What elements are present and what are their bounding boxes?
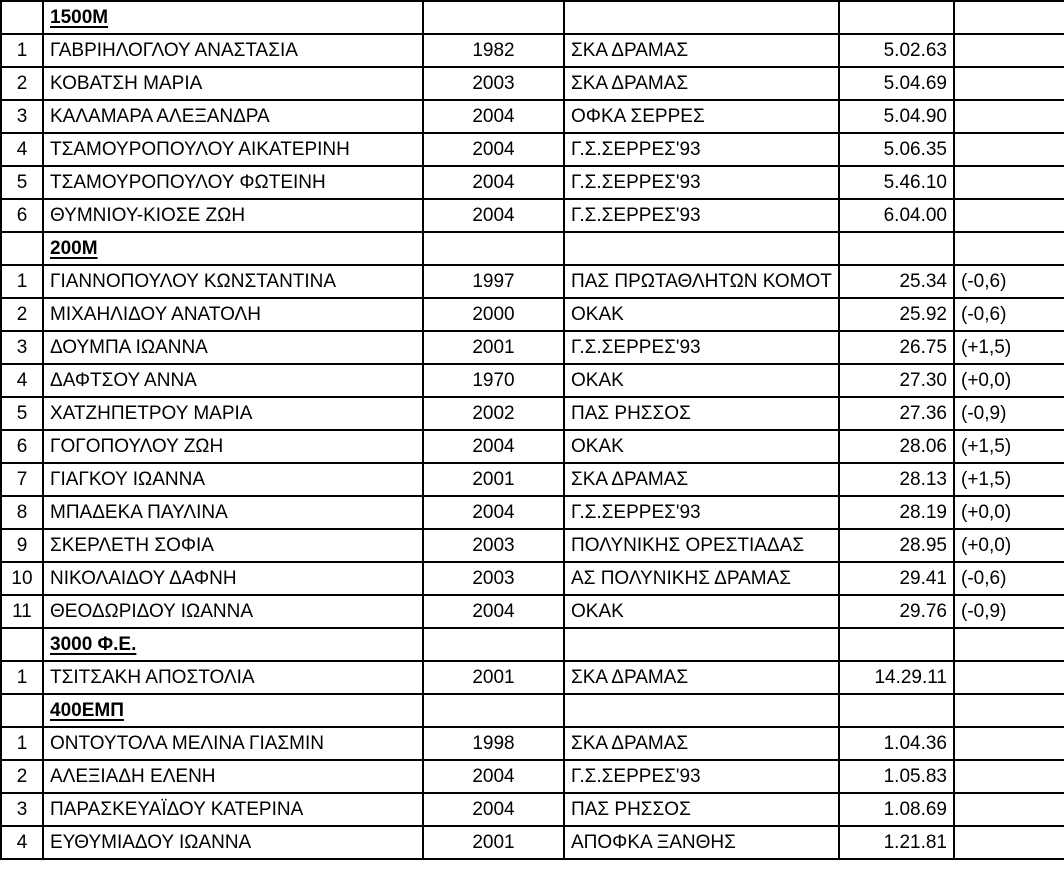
rank-cell: 3 xyxy=(1,100,43,133)
athlete-name-cell: ΓΑΒΡΙΗΛΟΓΛΟΥ ΑΝΑΣΤΑΣΙΑ xyxy=(43,34,423,67)
wind-cell: (-0,9) xyxy=(954,397,1064,430)
wind-cell xyxy=(954,133,1064,166)
athlete-name-cell: ΔΟΥΜΠΑ ΙΩΑΝΝΑ xyxy=(43,331,423,364)
empty-rank-cell xyxy=(1,232,43,265)
athlete-name-cell: ΑΛΕΞΙΑΔΗ ΕΛΕΝΗ xyxy=(43,760,423,793)
rank-cell: 3 xyxy=(1,331,43,364)
wind-cell xyxy=(954,166,1064,199)
wind-cell xyxy=(954,34,1064,67)
rank-cell: 2 xyxy=(1,67,43,100)
results-table-body xyxy=(1,1,1064,859)
result-row xyxy=(1,661,1064,694)
empty-rank-cell xyxy=(1,1,43,34)
result-row xyxy=(1,430,1064,463)
athlete-name-cell: ΣΚΕΡΛΕΤΗ ΣΟΦΙΑ xyxy=(43,529,423,562)
athlete-name-cell: ΜΙΧΑΗΛΙΔΟΥ ΑΝΑΤΟΛΗ xyxy=(43,298,423,331)
club-cell: ΠΑΣ ΡΗΣΣΟΣ xyxy=(564,793,839,826)
result-row xyxy=(1,529,1064,562)
wind-cell: (+1,5) xyxy=(954,430,1064,463)
birth-year-cell: 2003 xyxy=(423,529,564,562)
rank-cell: 1 xyxy=(1,727,43,760)
rank-cell: 2 xyxy=(1,298,43,331)
rank-cell: 3 xyxy=(1,793,43,826)
rank-cell: 5 xyxy=(1,397,43,430)
result-row xyxy=(1,166,1064,199)
club-cell: ΑΠΟΦΚΑ ΞΑΝΘΗΣ xyxy=(564,826,839,859)
event-title: 1500M xyxy=(50,7,109,28)
empty-club-cell xyxy=(564,694,839,727)
result-cell: 29.76 xyxy=(839,595,954,628)
result-row xyxy=(1,100,1064,133)
birth-year-cell: 2004 xyxy=(423,166,564,199)
birth-year-cell: 2004 xyxy=(423,793,564,826)
rank-cell: 6 xyxy=(1,199,43,232)
rank-cell: 4 xyxy=(1,133,43,166)
result-cell: 28.95 xyxy=(839,529,954,562)
rank-cell: 10 xyxy=(1,562,43,595)
rank-cell: 4 xyxy=(1,364,43,397)
result-row xyxy=(1,562,1064,595)
birth-year-cell: 2004 xyxy=(423,133,564,166)
section-header-row xyxy=(1,232,1064,265)
club-cell: Γ.Σ.ΣΕΡΡΕΣ'93 xyxy=(564,331,839,364)
result-cell: 5.06.35 xyxy=(839,133,954,166)
event-title-cell xyxy=(43,694,423,727)
rank-cell: 11 xyxy=(1,595,43,628)
athlete-name-cell: ΓΙΑΝΝΟΠΟΥΛΟΥ ΚΩΝΣΤΑΝΤΙΝΑ xyxy=(43,265,423,298)
wind-cell: (+1,5) xyxy=(954,331,1064,364)
club-cell: ΟΚΑΚ xyxy=(564,430,839,463)
result-row xyxy=(1,34,1064,67)
club-cell: Γ.Σ.ΣΕΡΡΕΣ'93 xyxy=(564,199,839,232)
result-cell: 25.92 xyxy=(839,298,954,331)
rank-cell: 7 xyxy=(1,463,43,496)
empty-wind-cell xyxy=(954,628,1064,661)
result-row xyxy=(1,760,1064,793)
event-title-cell xyxy=(43,232,423,265)
result-cell: 5.46.10 xyxy=(839,166,954,199)
result-row xyxy=(1,265,1064,298)
club-cell: ΟΦΚΑ ΣΕΡΡΕΣ xyxy=(564,100,839,133)
birth-year-cell: 1970 xyxy=(423,364,564,397)
rank-cell: 5 xyxy=(1,166,43,199)
rank-cell: 1 xyxy=(1,265,43,298)
empty-club-cell xyxy=(564,1,839,34)
club-cell: Γ.Σ.ΣΕΡΡΕΣ'93 xyxy=(564,133,839,166)
athlete-name-cell: ΔΑΦΤΣΟΥ ΑΝΝΑ xyxy=(43,364,423,397)
result-row xyxy=(1,364,1064,397)
club-cell: ΟΚΑΚ xyxy=(564,595,839,628)
birth-year-cell: 1997 xyxy=(423,265,564,298)
wind-cell xyxy=(954,727,1064,760)
result-cell: 5.04.90 xyxy=(839,100,954,133)
birth-year-cell: 2003 xyxy=(423,562,564,595)
rank-cell: 4 xyxy=(1,826,43,859)
wind-cell: (+0,0) xyxy=(954,496,1064,529)
athlete-name-cell: ΘΥΜΝΙΟΥ-ΚΙΟΣΕ ΖΩΗ xyxy=(43,199,423,232)
club-cell: Γ.Σ.ΣΕΡΡΕΣ'93 xyxy=(564,166,839,199)
result-cell: 6.04.00 xyxy=(839,199,954,232)
club-cell: ΣΚΑ ΔΡΑΜΑΣ xyxy=(564,661,839,694)
result-row xyxy=(1,67,1064,100)
wind-cell xyxy=(954,760,1064,793)
athlete-name-cell: ΚΟΒΑΤΣΗ ΜΑΡΙΑ xyxy=(43,67,423,100)
birth-year-cell: 2004 xyxy=(423,760,564,793)
result-row xyxy=(1,727,1064,760)
empty-rank-cell xyxy=(1,694,43,727)
wind-cell: (-0,6) xyxy=(954,298,1064,331)
rank-cell: 1 xyxy=(1,661,43,694)
birth-year-cell: 2004 xyxy=(423,100,564,133)
athlete-name-cell: ΧΑΤΖΗΠΕΤΡΟΥ ΜΑΡΙΑ xyxy=(43,397,423,430)
birth-year-cell: 1998 xyxy=(423,727,564,760)
birth-year-cell: 2003 xyxy=(423,67,564,100)
wind-cell: (+0,0) xyxy=(954,364,1064,397)
athlete-name-cell: ΤΣΑΜΟΥΡΟΠΟΥΛΟΥ ΦΩΤΕΙΝΗ xyxy=(43,166,423,199)
athlete-name-cell: ΟΝΤΟΥΤΟΛΑ ΜΕΛΙΝΑ ΓΙΑΣΜΙΝ xyxy=(43,727,423,760)
wind-cell xyxy=(954,67,1064,100)
result-row xyxy=(1,298,1064,331)
birth-year-cell: 2004 xyxy=(423,595,564,628)
section-header-row xyxy=(1,1,1064,34)
rank-cell: 6 xyxy=(1,430,43,463)
empty-club-cell xyxy=(564,628,839,661)
result-row xyxy=(1,199,1064,232)
athlete-name-cell: ΓΟΓΟΠΟΥΛΟΥ ΖΩΗ xyxy=(43,430,423,463)
result-row xyxy=(1,463,1064,496)
empty-birth-year-cell xyxy=(423,1,564,34)
result-cell: 14.29.11 xyxy=(839,661,954,694)
empty-wind-cell xyxy=(954,1,1064,34)
birth-year-cell: 2001 xyxy=(423,826,564,859)
result-row xyxy=(1,826,1064,859)
result-cell: 27.30 xyxy=(839,364,954,397)
club-cell: ΠΟΛΥΝΙΚΗΣ ΟΡΕΣΤΙΑΔΑΣ xyxy=(564,529,839,562)
wind-cell xyxy=(954,826,1064,859)
result-row xyxy=(1,595,1064,628)
club-cell: ΟΚΑΚ xyxy=(564,298,839,331)
result-cell: 5.04.69 xyxy=(839,67,954,100)
section-header-row xyxy=(1,628,1064,661)
empty-birth-year-cell xyxy=(423,628,564,661)
empty-birth-year-cell xyxy=(423,232,564,265)
result-row xyxy=(1,331,1064,364)
event-title: 3000 Φ.Ε. xyxy=(50,634,137,655)
athlete-name-cell: ΤΣΑΜΟΥΡΟΠΟΥΛΟΥ ΑΙΚΑΤΕΡΙΝΗ xyxy=(43,133,423,166)
result-row xyxy=(1,133,1064,166)
club-cell: ΣΚΑ ΔΡΑΜΑΣ xyxy=(564,727,839,760)
section-header-row xyxy=(1,694,1064,727)
result-cell: 1.08.69 xyxy=(839,793,954,826)
wind-cell xyxy=(954,661,1064,694)
birth-year-cell: 2004 xyxy=(423,430,564,463)
club-cell: ΠΑΣ ΡΗΣΣΟΣ xyxy=(564,397,839,430)
athlete-name-cell: ΓΙΑΓΚΟΥ ΙΩΑΝΝΑ xyxy=(43,463,423,496)
club-cell: Γ.Σ.ΣΕΡΡΕΣ'93 xyxy=(564,496,839,529)
result-cell: 28.13 xyxy=(839,463,954,496)
result-cell: 29.41 xyxy=(839,562,954,595)
result-cell: 26.75 xyxy=(839,331,954,364)
club-cell: Γ.Σ.ΣΕΡΡΕΣ'93 xyxy=(564,760,839,793)
wind-cell: (+1,5) xyxy=(954,463,1064,496)
empty-result-cell xyxy=(839,1,954,34)
wind-cell: (-0,6) xyxy=(954,265,1064,298)
result-row xyxy=(1,793,1064,826)
club-cell: ΠΑΣ ΠΡΩΤΑΘΛΗΤΩΝ ΚΟΜΟΤ xyxy=(564,265,839,298)
empty-result-cell xyxy=(839,628,954,661)
wind-cell: (+0,0) xyxy=(954,529,1064,562)
athlete-name-cell: ΠΑΡΑΣΚΕΥΑΪΔΟΥ ΚΑΤΕΡΙΝΑ xyxy=(43,793,423,826)
result-cell: 27.36 xyxy=(839,397,954,430)
athlete-name-cell: ΕΥΘΥΜΙΑΔΟΥ ΙΩΑΝΝΑ xyxy=(43,826,423,859)
athlete-name-cell: ΝΙΚΟΛΑΙΔΟΥ ΔΑΦΝΗ xyxy=(43,562,423,595)
result-cell: 1.05.83 xyxy=(839,760,954,793)
birth-year-cell: 2000 xyxy=(423,298,564,331)
result-cell: 5.02.63 xyxy=(839,34,954,67)
athlete-name-cell: ΜΠΑΔΕΚΑ ΠΑΥΛΙΝΑ xyxy=(43,496,423,529)
event-title: 200M xyxy=(50,238,98,259)
wind-cell: (-0,9) xyxy=(954,595,1064,628)
birth-year-cell: 1982 xyxy=(423,34,564,67)
result-row xyxy=(1,496,1064,529)
birth-year-cell: 2001 xyxy=(423,463,564,496)
birth-year-cell: 2001 xyxy=(423,331,564,364)
club-cell: ΟΚΑΚ xyxy=(564,364,839,397)
event-title-cell xyxy=(43,628,423,661)
empty-result-cell xyxy=(839,694,954,727)
wind-cell: (-0,6) xyxy=(954,562,1064,595)
wind-cell xyxy=(954,100,1064,133)
wind-cell xyxy=(954,793,1064,826)
result-cell: 28.06 xyxy=(839,430,954,463)
birth-year-cell: 2004 xyxy=(423,199,564,232)
club-cell: ΣΚΑ ΔΡΑΜΑΣ xyxy=(564,34,839,67)
rank-cell: 8 xyxy=(1,496,43,529)
club-cell: ΑΣ ΠΟΛΥΝΙΚΗΣ ΔΡΑΜΑΣ xyxy=(564,562,839,595)
club-cell: ΣΚΑ ΔΡΑΜΑΣ xyxy=(564,463,839,496)
empty-wind-cell xyxy=(954,232,1064,265)
result-row xyxy=(1,397,1064,430)
result-cell: 1.21.81 xyxy=(839,826,954,859)
empty-club-cell xyxy=(564,232,839,265)
rank-cell: 1 xyxy=(1,34,43,67)
result-cell: 25.34 xyxy=(839,265,954,298)
wind-cell xyxy=(954,199,1064,232)
rank-cell: 2 xyxy=(1,760,43,793)
event-title: 400ΕΜΠ xyxy=(50,700,124,721)
empty-wind-cell xyxy=(954,694,1064,727)
birth-year-cell: 2004 xyxy=(423,496,564,529)
empty-birth-year-cell xyxy=(423,694,564,727)
birth-year-cell: 2002 xyxy=(423,397,564,430)
rank-cell: 9 xyxy=(1,529,43,562)
athlete-name-cell: ΚΑΛΑΜΑΡΑ ΑΛΕΞΑΝΔΡΑ xyxy=(43,100,423,133)
result-cell: 1.04.36 xyxy=(839,727,954,760)
athlete-name-cell: ΘΕΟΔΩΡΙΔΟΥ ΙΩΑΝΝΑ xyxy=(43,595,423,628)
empty-result-cell xyxy=(839,232,954,265)
empty-rank-cell xyxy=(1,628,43,661)
event-title-cell xyxy=(43,1,423,34)
result-cell: 28.19 xyxy=(839,496,954,529)
birth-year-cell: 2001 xyxy=(423,661,564,694)
athlete-name-cell: ΤΣΙΤΣΑΚΗ ΑΠΟΣΤΟΛΙΑ xyxy=(43,661,423,694)
club-cell: ΣΚΑ ΔΡΑΜΑΣ xyxy=(564,67,839,100)
